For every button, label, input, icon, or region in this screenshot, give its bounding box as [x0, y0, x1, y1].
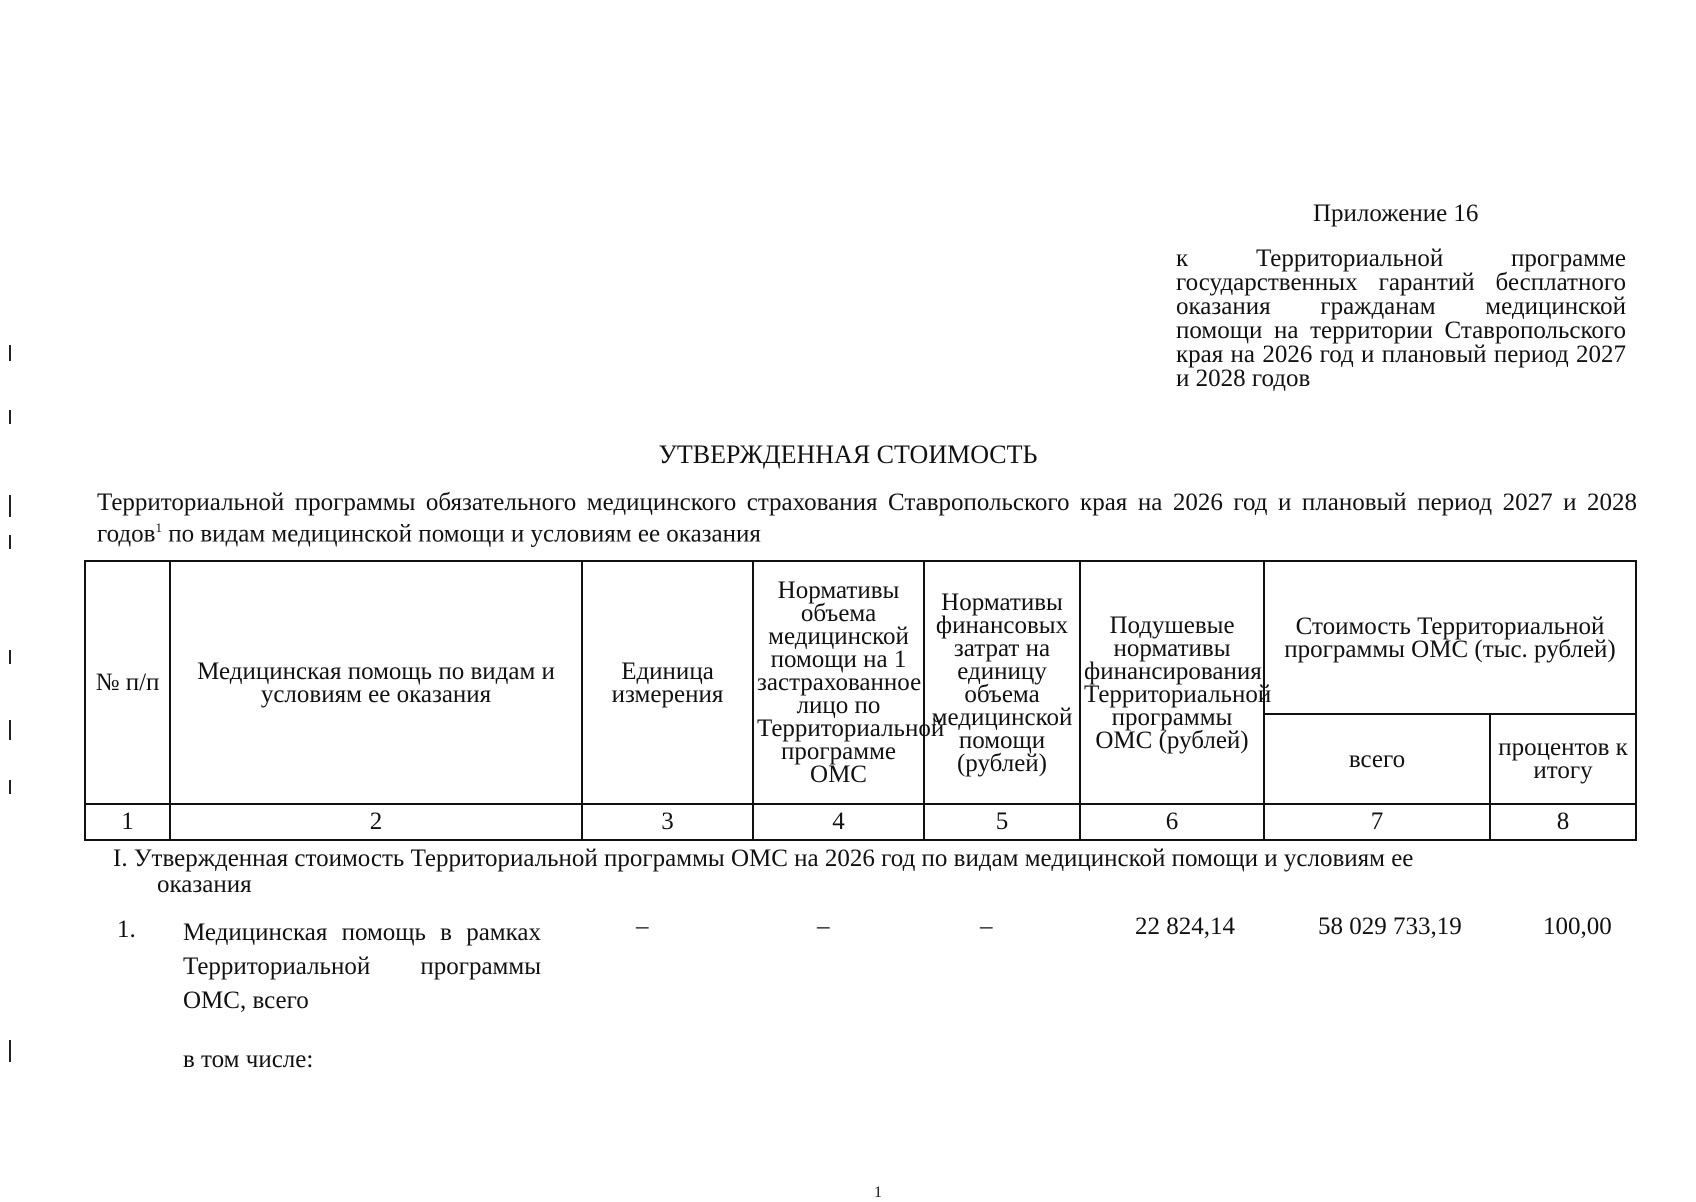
scan-artifact	[9, 495, 11, 517]
footnote-mark: 1	[155, 520, 162, 535]
row-per-capita: 22 824,14	[1135, 913, 1235, 940]
header-cost: Нормативы финансовых затрат на единицу объема медицинской помощи (рублей)	[924, 561, 1080, 804]
including-label: в том числе:	[183, 1046, 314, 1073]
scan-artifact	[9, 535, 11, 549]
scan-artifact	[9, 410, 11, 424]
section-title-cont: оказания	[157, 871, 252, 898]
row-volume: –	[817, 913, 830, 940]
row-unit: –	[636, 913, 649, 940]
page-number: 1	[874, 1184, 882, 1201]
column-number: 4	[753, 804, 924, 840]
row-label: Медицинская помощь в рамках Территориальной программы ОМС, всего	[183, 919, 541, 1014]
scan-artifact	[9, 720, 11, 740]
header-kind: Медицинская помощь по видам и условиям ее оказания	[170, 561, 582, 804]
column-number: 7	[1264, 804, 1490, 840]
scan-artifact	[9, 650, 11, 664]
row-number: 1.	[117, 916, 136, 943]
header-program-cost: Стоимость Территориальной программы ОМС (тыс. рублей)	[1264, 561, 1636, 714]
section-title-text: I. Утвержденная стоимость Территориальной программы ОМС на 2026 год по видам медицинской помощи и условиям ее	[113, 845, 1414, 872]
row-percent: 100,00	[1543, 913, 1612, 940]
column-number: 8	[1490, 804, 1636, 840]
header-per-capita: Подушевые нормативы финансирования Территориальной программы ОМС (рублей)	[1080, 561, 1264, 804]
header-total: всего	[1264, 714, 1490, 804]
header-num: № п/п	[85, 561, 170, 804]
scan-artifact	[9, 780, 11, 794]
subtitle-text-end: по видам медицинской помощи и условиям ее оказания	[161, 520, 761, 548]
document-subtitle	[97, 490, 1637, 546]
row-total: 58 029 733,19	[1318, 913, 1462, 940]
section-title	[113, 846, 1621, 898]
subtitle-text: Территориальной программы обязательного медицинского страхования Ставропольского края на 2026 год и плановый период 2027 и 2028 годов	[97, 489, 1637, 548]
row-cost: –	[980, 913, 993, 940]
document-title: УТВЕРЖДЕННАЯ СТОИМОСТЬ	[658, 440, 1038, 469]
header-percent: процентов к итогу	[1490, 714, 1636, 804]
appendix-text: к Территориальной программе государственных гарантий бесплатного оказания гражданам медицинской помощи на территории Ставропольского края на 2026 год и плановый период 2027 и 2028 годов	[1176, 245, 1626, 392]
header-unit: Единица измерения	[582, 561, 753, 804]
column-number: 5	[924, 804, 1080, 840]
column-number: 6	[1080, 804, 1264, 840]
appendix-title: Приложение 16	[1313, 200, 1479, 227]
cost-table-header	[84, 560, 1637, 841]
scan-artifact	[9, 1040, 11, 1062]
scan-artifact	[9, 345, 11, 361]
header-volume: Нормативы объема медицинской помощи на 1 застрахованное лицо по Территориальной программе ОМС	[753, 561, 924, 804]
column-number: 3	[582, 804, 753, 840]
column-number: 2	[170, 804, 582, 840]
column-number: 1	[85, 804, 170, 840]
